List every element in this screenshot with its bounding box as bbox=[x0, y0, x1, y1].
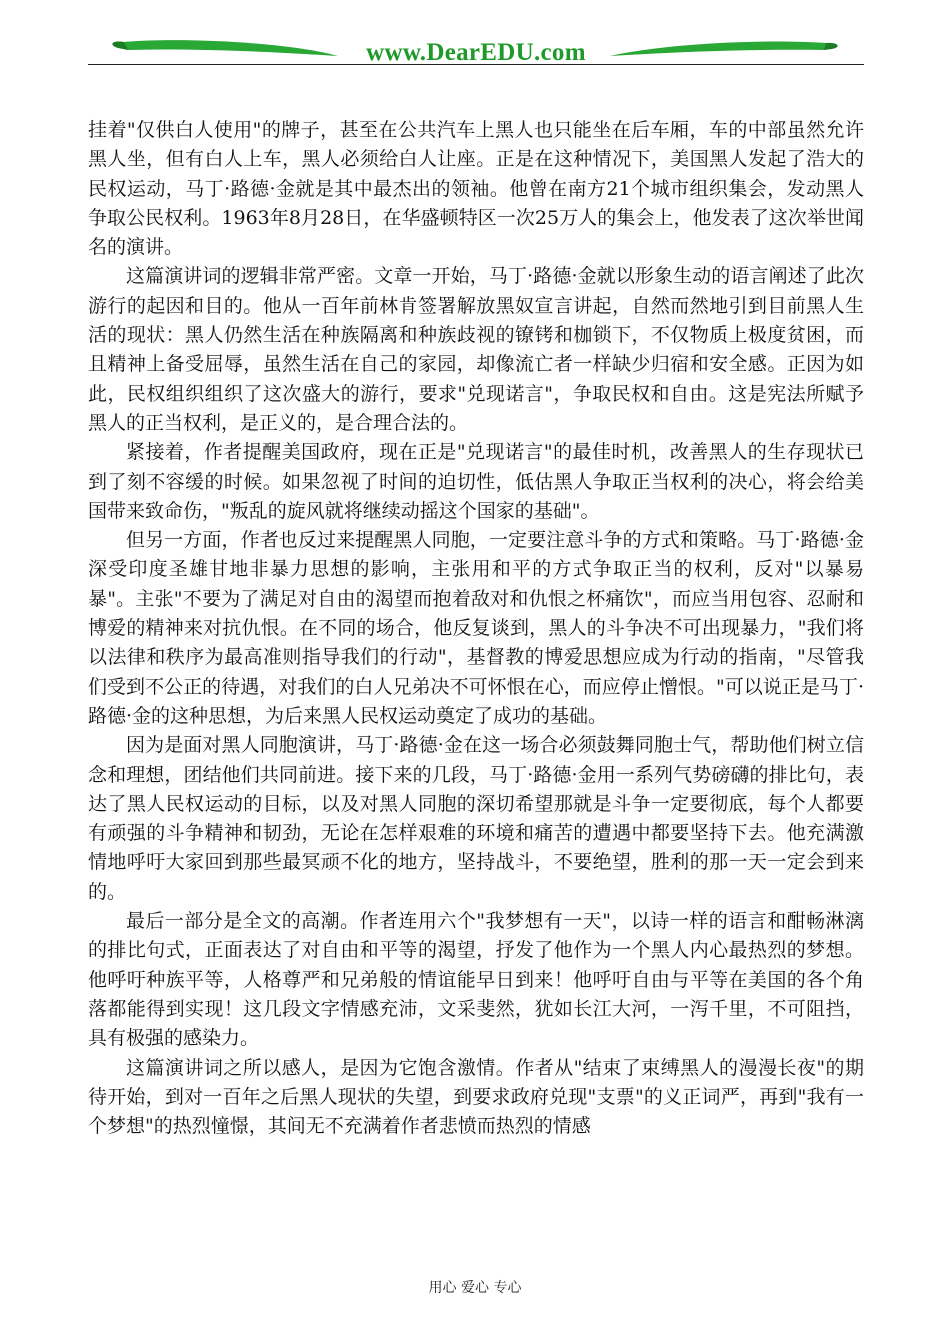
paragraph-7: 这篇演讲词之所以感人，是因为它饱含激情。作者从"结束了束缚黑人的漫漫长夜"的期待开始，到对一百年之后黑人现状的失望，到要求政府兑现"支票"的义正词严，再到"我有一个梦想"的热烈憧憬，其间无不充满着作者悲愤而热烈的情感 bbox=[88, 1056, 864, 1138]
article-body bbox=[88, 116, 864, 1141]
site-logo: www.DearEDU.com bbox=[366, 39, 586, 66]
paragraph-2: 这篇演讲词的逻辑非常严密。文章一开始，马丁·路德·金就以形象生动的语言阐述了此次游行的起因和目的。他从一百年前林肯签署解放黑奴宣言讲起，自然而然地引到目前黑人生活的现状：黑人仍然生活在种族隔离和种族歧视的镣铐和枷锁下，不仅物质上极度贫困，而且精神上备受屈辱，虽然生活在自己的家园，却像流亡者一样缺少归宿和安全感。正因为如此，民权组织组织了这次盛大的游行，要求"兑现诺言"，争取民权和自由。这是宪法所赋予黑人的正当权利，是正义的，是合理合法的。 bbox=[88, 265, 864, 434]
paragraph-1: 挂着"仅供白人使用"的牌子，甚至在公共汽车上黑人也只能坐在后车厢，车的中部虽然允许黑人坐，但有白人上车，黑人必须给白人让座。正是在这种情况下，美国黑人发起了浩大的民权运动，马丁·路德·金就是其中最杰出的领袖。他曾在南方21个城市组织集会，发动黑人争取公民权利。1963年8月28日，在华盛顿特区一次25万人的集会上，他发表了这次举世闻名的演讲。 bbox=[88, 119, 864, 259]
paragraph-3: 紧接着，作者提醒美国政府，现在正是"兑现诺言"的最佳时机，改善黑人的生存现状已到了刻不容缓的时候。如果忽视了时间的迫切性，低估黑人争取正当权利的决心，将会给美国带来致命伤，"叛乱的旋风就将继续动摇这个国家的基础"。 bbox=[88, 441, 864, 522]
paragraph-6: 最后一部分是全文的高潮。作者连用六个"我梦想有一天"，以诗一样的语言和酣畅淋漓的排比句式，正面表达了对自由和平等的渴望，抒发了他作为一个黑人内心最热烈的梦想。他呼吁种族平等，人格尊严和兄弟般的情谊能早日到来！他呼吁自由与平等在美国的各个角落都能得到实现！这几段文字情感充沛，文采斐然，犹如长江大河，一泻千里，不可阻挡，具有极强的感染力。 bbox=[88, 910, 864, 1050]
paragraph-5: 因为是面对黑人同胞演讲，马丁·路德·金在这一场合必须鼓舞同胞士气，帮助他们树立信念和理想，团结他们共同前进。接下来的几段，马丁·路德·金用一系列气势磅礴的排比句，表达了黑人民权运动的目标，以及对黑人同胞的深切希望那就是斗争一定要彻底，每个人都要有顽强的斗争精神和韧劲，无论在怎样艰难的环境和痛苦的遭遇中都要坚持下去。他充满激情地呼吁大家回到那些最冥顽不化的地方，坚持战斗，不要绝望，胜利的那一天一定会到来的。 bbox=[88, 734, 864, 903]
paragraph-4: 但另一方面，作者也反过来提醒黑人同胞，一定要注意斗争的方式和策略。马丁·路德·金深受印度圣雄甘地非暴力思想的影响，主张用和平的方式争取正当的权利，反对"以暴易暴"。主张"不要为了满足对自由的渴望而抱着敌对和仇恨之杯痛饮"，而应当用包容、忍耐和博爱的精神来对抗仇恨。在不同的场合，他反复谈到，黑人的斗争决不可出现暴力，"我们将以法律和秩序为最高准则指导我们的行动"，基督教的博爱思想应成为行动的指南，"尽管我们受到不公正的待遇，对我们的白人兄弟决不可怀恨在心，而应停止憎恨。"可以说正是马丁·路德·金的这种思想，为后来黑人民权运动奠定了成功的基础。 bbox=[88, 529, 864, 727]
header-divider bbox=[88, 64, 864, 65]
page-footer: 用心 爱心 专心 bbox=[428, 1280, 522, 1296]
